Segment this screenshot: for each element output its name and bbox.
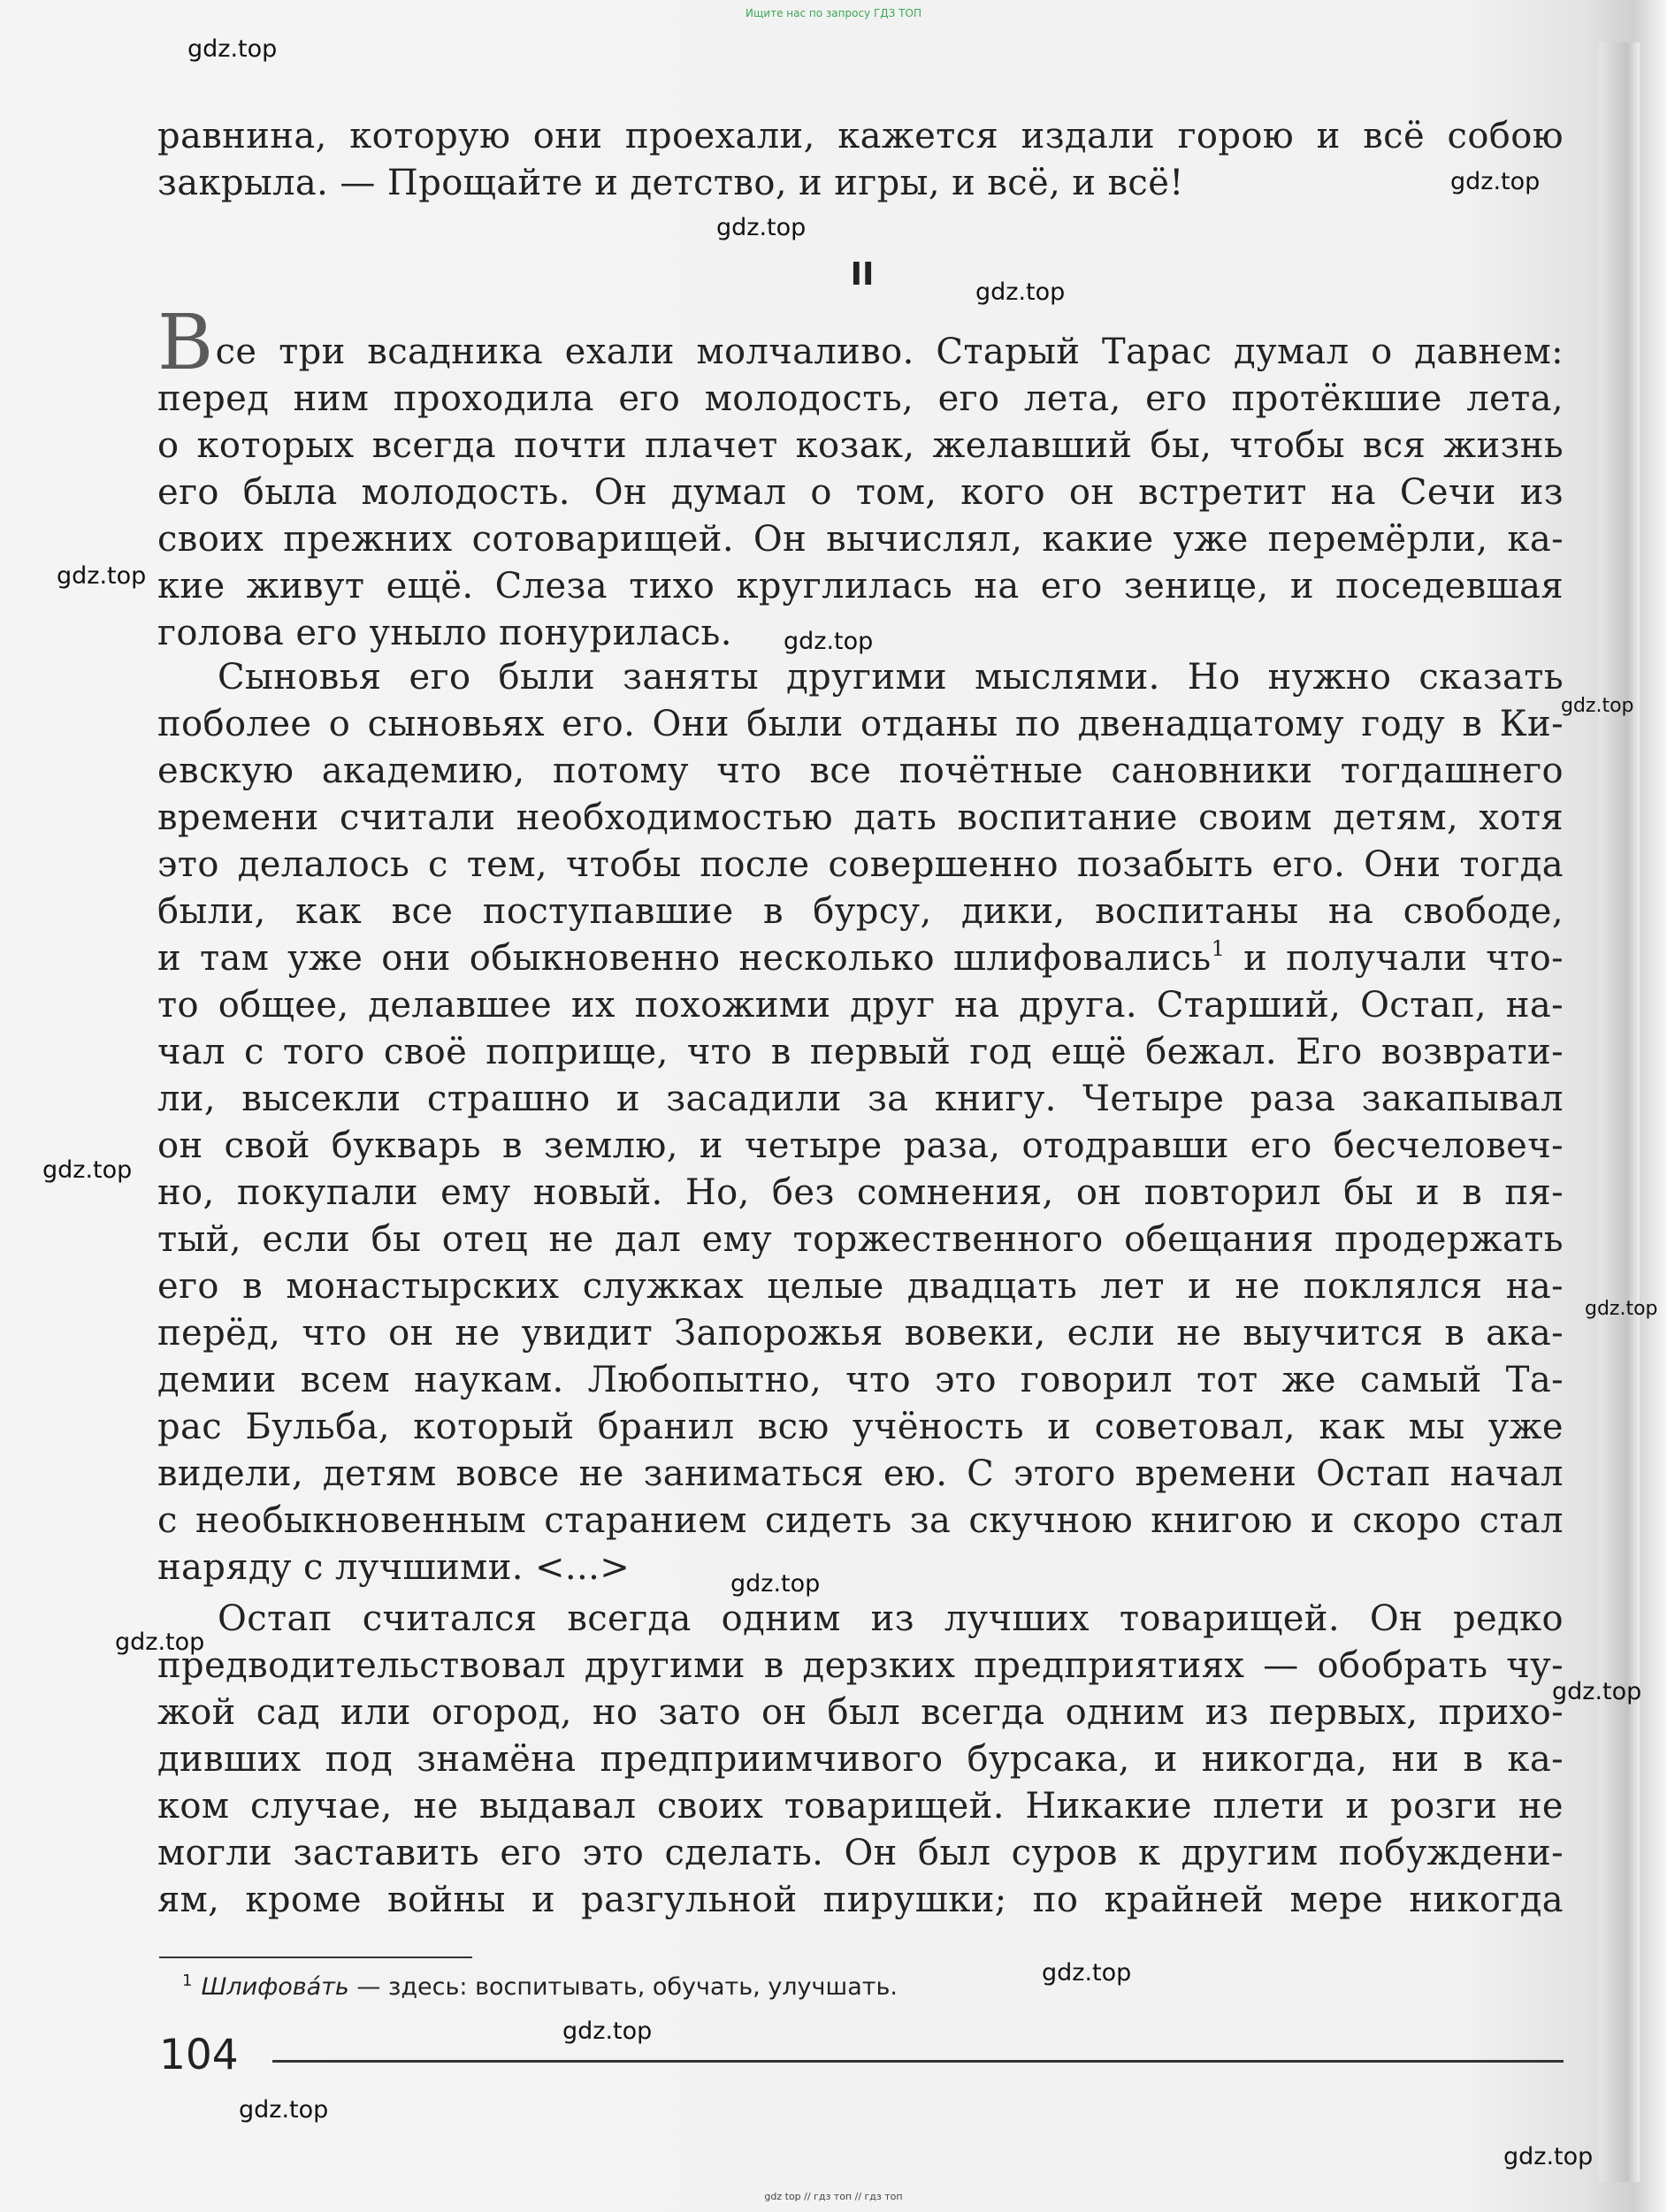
- text-line: были, как все поступавшие в бурсу, дики, воспитаны на свободе,: [157, 891, 1564, 932]
- watermark: gdz.top: [784, 628, 874, 655]
- text-line: с необыкновенным старанием сидеть за скучною книгою и скоро стал: [157, 1500, 1564, 1541]
- chapter-heading: II: [850, 256, 875, 293]
- text-line: о которых всегда почти плачет козак, желавший бы, чтобы вся жизнь: [157, 425, 1564, 466]
- text-line: его была молодость. Он думал о том, кого он встретит на Сечи из: [157, 472, 1564, 513]
- text-line: жой сад или огород, но зато он был всегда одним из первых, прихо-: [157, 1692, 1564, 1733]
- watermark: gdz.top: [1585, 1298, 1658, 1320]
- footnote-term: Шлифова́ть: [201, 1973, 349, 2001]
- footnote-definition: — здесь: воспитывать, обучать, улучшать.: [348, 1973, 898, 2001]
- text-line: евскую академию, потому что все почётные сановники тогдашнего: [157, 751, 1564, 791]
- watermark: gdz.top: [115, 1628, 205, 1656]
- text-line: тый, если бы отец не дал ему торжественного обещания продержать: [157, 1219, 1564, 1260]
- watermark: gdz.top: [1561, 695, 1634, 717]
- text-line: кие живут ещё. Слеза тихо круглилась на его зенице, и поседевшая: [157, 566, 1564, 606]
- top-banner[interactable]: Ищите нас по запросу ГДЗ ТОП: [746, 7, 921, 19]
- text-line: равнина, которую они проехали, кажется издали горою и всё собою: [157, 116, 1564, 156]
- text-line: своих прежних сотоварищей. Он вычислял, какие уже перемёрли, ка-: [157, 519, 1564, 560]
- text-line: демии всем наукам. Любопытно, что это говорил тот же самый Та-: [157, 1360, 1564, 1400]
- watermark: gdz.top: [562, 2017, 653, 2045]
- watermark: gdz.top: [730, 1570, 821, 1598]
- text-line: дивших под знамёна предприимчивого бурсака, и никогда, ни в ка-: [157, 1739, 1564, 1780]
- paragraph-2: [157, 654, 1564, 1591]
- previous-chapter-ending: [157, 113, 1564, 207]
- text-line: перёд, что он не увидит Запорожья вовеки, если не выучится в ака-: [157, 1313, 1564, 1354]
- footnote-divider: [159, 1956, 472, 1958]
- text-line: он свой букварь в землю, и четыре раза, отодравши его бесчеловеч-: [157, 1125, 1564, 1166]
- text-line: ям, кроме войны и разгульной пирушки; по крайней мере никогда: [157, 1880, 1564, 1920]
- text-line: закрыла. — Прощайте и детство, и игры, и всё, и всё!: [157, 163, 1184, 203]
- text-line: [157, 299, 1564, 387]
- text-line: это делалось с тем, чтобы после совершенно позабыть его. Они тогда: [157, 844, 1564, 885]
- text-line: голова его уныло понурилась.: [157, 613, 732, 653]
- text-line: [157, 935, 1564, 982]
- text-line: времени считали необходимостью дать воспитание своим детям, хотя: [157, 797, 1564, 838]
- footnote-number: 1: [182, 1972, 193, 1990]
- text-line: рас Бульба, который бранил всю учёность и советовал, как мы уже: [157, 1407, 1564, 1447]
- watermark: gdz.top: [1450, 168, 1541, 195]
- paragraph-3: [157, 1596, 1564, 1924]
- text-line-content: и получали что-: [1225, 938, 1564, 979]
- watermark: gdz.top: [239, 2096, 329, 2124]
- watermark: gdz.top: [1042, 1959, 1132, 1987]
- watermark: gdz.top: [57, 562, 147, 590]
- bottom-banner[interactable]: gdz top // гдз топ // гдз топ: [764, 2191, 903, 2202]
- text-line: то общее, делавшее их похожими друг на друга. Старший, Остап, на-: [157, 985, 1564, 1026]
- book-spine-shadow: [1599, 42, 1640, 2182]
- watermark: gdz.top: [975, 278, 1066, 306]
- text-line: Остап считался всегда одним из лучших товарищей. Он редко: [218, 1598, 1564, 1639]
- watermark: gdz.top: [1503, 2143, 1594, 2170]
- text-line: перед ним проходила его молодость, его лета, его протёкшие лета,: [157, 378, 1564, 419]
- footnote: [182, 1972, 898, 2001]
- watermark: gdz.top: [42, 1156, 133, 1184]
- text-line-content: и там уже они обыкновенно несколько шлифовались: [157, 938, 1212, 979]
- text-line-content: се три всадника ехали молчаливо. Старый Тарас думал о давнем:: [215, 332, 1564, 372]
- text-line: чал с того своё поприще, что в первый год ещё бежал. Его возврати-: [157, 1032, 1564, 1072]
- text-line: ли, высекли страшно и засадили за книгу. Четыре раза закапывал: [157, 1079, 1564, 1119]
- text-line: предводительствовал другими в дерзких предприятиях — обобрать чу-: [157, 1645, 1564, 1686]
- footnote-reference[interactable]: 1: [1211, 936, 1226, 961]
- page-number: 104: [159, 2031, 239, 2079]
- watermark: gdz.top: [1552, 1678, 1642, 1705]
- text-line: могли заставить его это сделать. Он был суров к другим побуждени-: [157, 1833, 1564, 1873]
- text-line: наряду с лучшими. <...>: [157, 1547, 631, 1588]
- text-line: поболее о сыновьях его. Они были отданы по двенадцатому году в Ки-: [157, 704, 1564, 744]
- text-line: ком случае, не выдавал своих товарищей. Никакие плети и розги не: [157, 1786, 1564, 1827]
- text-line: видели, детям вовсе не заниматься ею. С этого времени Остап начал: [157, 1453, 1564, 1494]
- bottom-rule: [272, 2060, 1564, 2063]
- watermark: gdz.top: [187, 35, 278, 63]
- paragraph-1: [157, 299, 1564, 657]
- text-line: Сыновья его были заняты другими мыслями. Но нужно сказать: [218, 657, 1564, 698]
- text-line: его в монастырских служках целые двадцать лет и не поклялся на-: [157, 1266, 1564, 1307]
- text-line: но, покупали ему новый. Но, без сомнения, он повторил бы и в пя-: [157, 1172, 1564, 1213]
- watermark: gdz.top: [716, 214, 807, 241]
- drop-cap: В: [157, 299, 214, 387]
